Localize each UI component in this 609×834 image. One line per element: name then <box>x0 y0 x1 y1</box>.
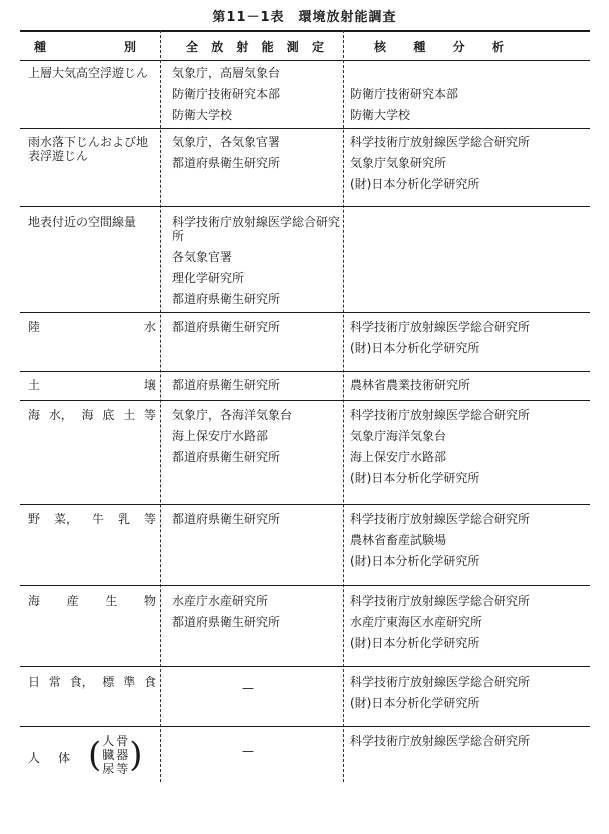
row-nuclide-analysis: 科学技術庁放射線医学総合研究所 水産庁東海区水産研究所 (財)日本分析化学研究所 <box>350 594 531 650</box>
row-total-measurement: 都道府県衛生研究所 <box>172 320 281 334</box>
row-divider <box>20 206 590 207</box>
row-total-measurement: 気象庁，各気象官署 都道府県衛生研究所 <box>172 135 281 170</box>
row-nuclide-analysis: 農林省農業技術研究所 <box>350 378 471 392</box>
row-category: 日 常 食， 標 準 食 <box>28 675 156 689</box>
row-category: 土 壌 <box>28 378 156 392</box>
row-total-measurement: — <box>242 744 254 758</box>
column-divider-2 <box>343 30 344 782</box>
row-divider <box>20 504 590 505</box>
row-divider <box>20 666 590 667</box>
row-total-measurement: 水産庁水産研究所 都道府県衛生研究所 <box>172 594 281 629</box>
row-total-measurement: 都道府県衛生研究所 <box>172 512 281 526</box>
row-divider <box>20 726 590 727</box>
header-nuclide-analysis: 核 種 分 析 <box>374 40 506 54</box>
row-category: 海 産 生 物 <box>28 594 156 608</box>
row-nuclide-analysis: 科学技術庁放射線医学総合研究所 気象庁気象研究所 (財)日本分析化学研究所 <box>350 135 531 191</box>
table-title: 第11－1表 環境放射能調査 <box>212 10 397 25</box>
row-nuclide-analysis: 科学技術庁放射線医学総合研究所 (財)日本分析化学研究所 <box>350 675 531 710</box>
row-nuclide-analysis: 防衛庁技術研究本部 防衛大学校 <box>350 87 459 122</box>
row-total-measurement: 気象庁，各海洋気象台 海上保安庁水路部 都道府県衛生研究所 <box>172 408 293 464</box>
header-rule <box>20 60 590 61</box>
row-category: 陸 水 <box>28 320 156 334</box>
row-category: 上層大気高空浮遊じん <box>28 66 149 80</box>
row-category: 野 菜， 牛 乳 等 <box>28 512 156 526</box>
row-category: 地表付近の空間線量 <box>28 215 137 229</box>
column-divider-1 <box>160 30 161 782</box>
row-divider <box>20 585 590 586</box>
row-nuclide-analysis: 科学技術庁放射線医学総合研究所 気象庁海洋気象台 海上保安庁水路部 (財)日本分析化学研究所 <box>350 408 531 485</box>
row-category: 海 水， 海 底 土 等 <box>28 408 156 422</box>
row-total-measurement: 科学技術庁放射線医学総合研究所 各気象官署 理化学研究所 都道府県衛生研究所 <box>172 215 341 306</box>
row-total-measurement: — <box>242 681 254 695</box>
row-divider <box>20 400 590 401</box>
row-nuclide-analysis: 科学技術庁放射線医学総合研究所 農林省畜産試験場 (財)日本分析化学研究所 <box>350 512 531 568</box>
human-subcategory: ( 人 骨 臓 器 尿 等 ) <box>88 734 143 776</box>
top-rule <box>20 30 590 32</box>
row-total-measurement: 都道府県衛生研究所 <box>172 378 281 392</box>
row-category: 雨水落下じんおよび地表浮遊じん <box>28 135 149 163</box>
row-divider <box>20 128 590 129</box>
row-divider <box>20 371 590 372</box>
row-nuclide-analysis: 科学技術庁放射線医学総合研究所 (財)日本分析化学研究所 <box>350 320 531 355</box>
row-nuclide-analysis: 科学技術庁放射線医学総合研究所 <box>350 734 531 748</box>
row-divider <box>20 312 590 313</box>
row-category: 人 体 ( 人 骨 臓 器 尿 等 ) <box>28 734 143 776</box>
header-total-measurement: 全 放 射 能 測 定 <box>186 40 326 54</box>
header-category: 種 別 <box>34 40 138 54</box>
row-total-measurement: 気象庁，高層気象台 防衛庁技術研究本部 防衛大学校 <box>172 66 281 122</box>
